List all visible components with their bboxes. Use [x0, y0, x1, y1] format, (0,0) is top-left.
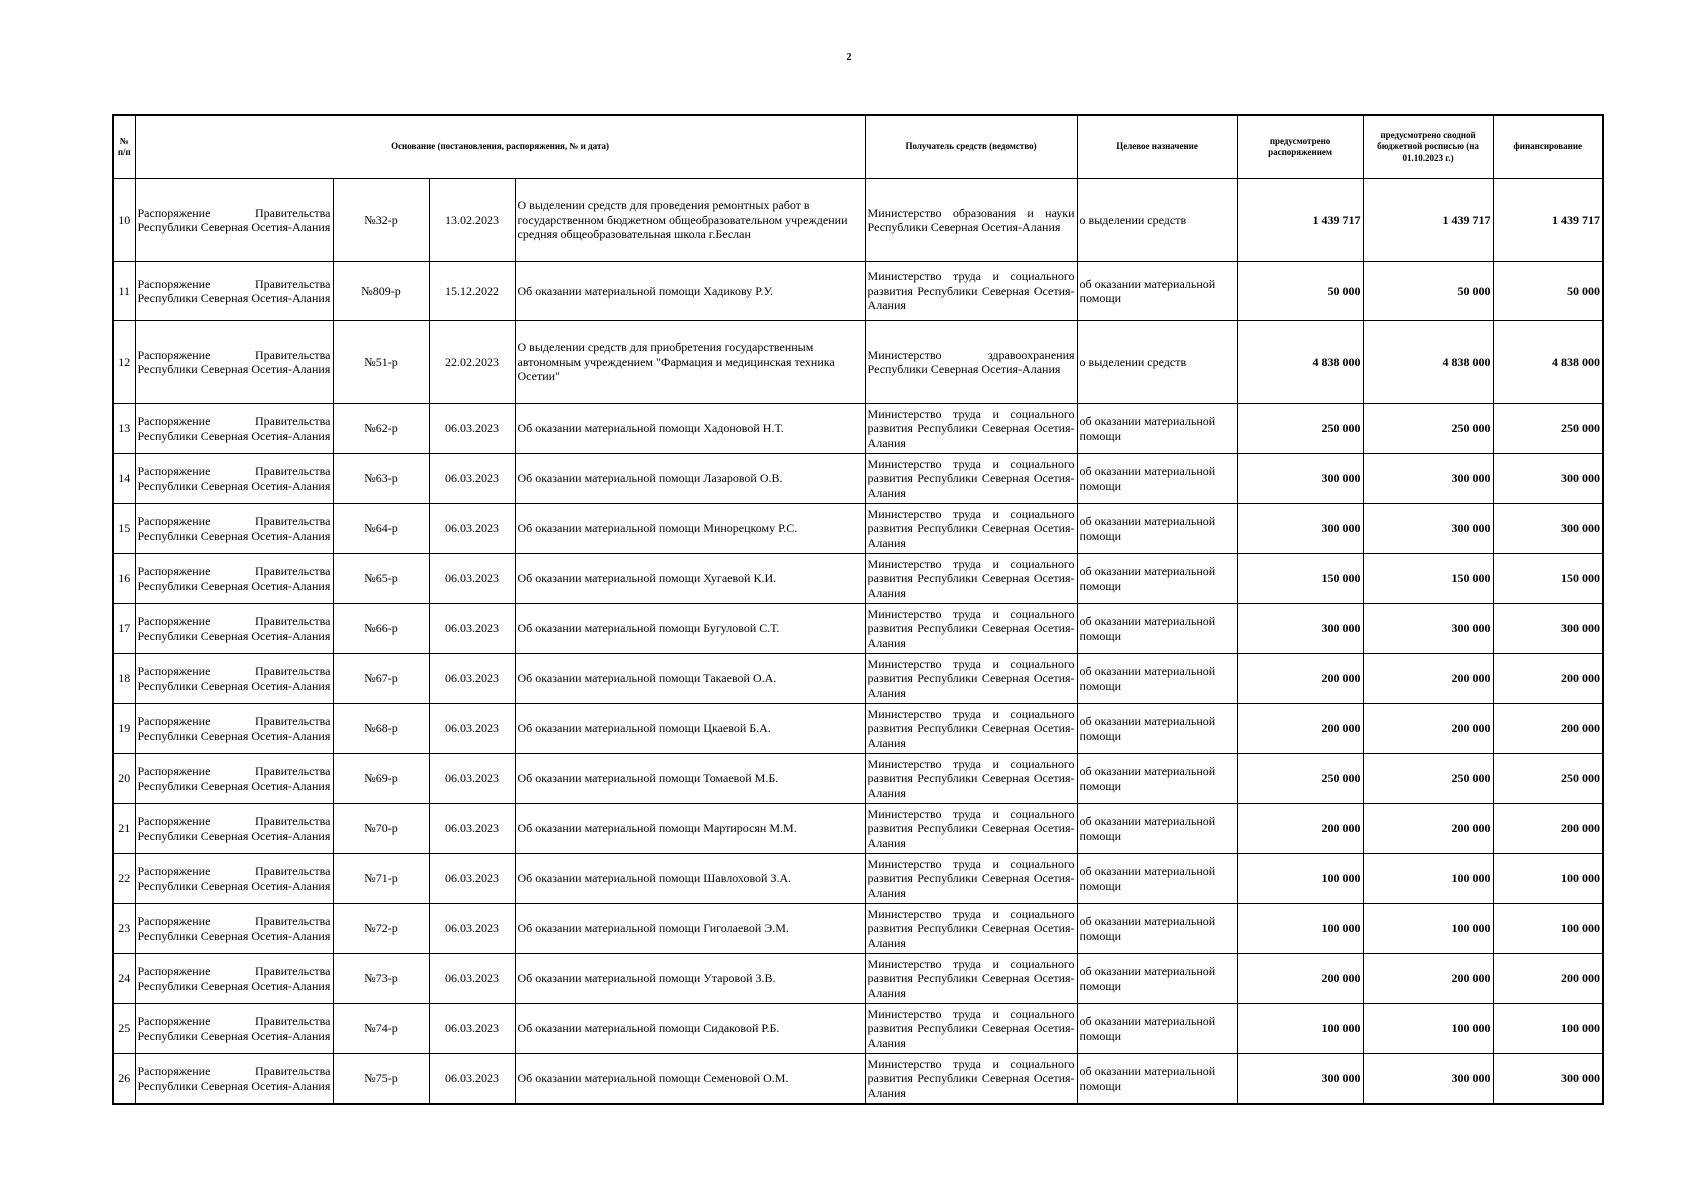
row-number: 18 — [113, 654, 135, 704]
row-budget-amount: 200 000 — [1363, 704, 1493, 754]
row-planned-amount: 200 000 — [1237, 654, 1363, 704]
row-subject: Об оказании материальной помощи Мартиросян М.М. — [515, 804, 865, 854]
table-row — [113, 504, 1603, 554]
row-recipient: Министерство труда и социального развития Республики Северная Осетия-Алания — [865, 854, 1077, 904]
row-subject: Об оказании материальной помощи Сидаковой Р.Б. — [515, 1004, 865, 1054]
row-date: 06.03.2023 — [429, 604, 515, 654]
row-basis: Распоряжение Правительства Республики Северная Осетия-Алания — [135, 904, 333, 954]
row-subject: Об оказании материальной помощи Хадоновой Н.Т. — [515, 404, 865, 454]
row-financing-amount: 250 000 — [1493, 754, 1603, 804]
table-row — [113, 604, 1603, 654]
row-budget-amount: 250 000 — [1363, 404, 1493, 454]
row-budget-amount: 250 000 — [1363, 754, 1493, 804]
row-date: 06.03.2023 — [429, 1054, 515, 1105]
row-purpose: об оказании материальной помощи — [1077, 454, 1237, 504]
row-doc-number: №72-р — [333, 904, 429, 954]
row-recipient: Министерство труда и социального развития Республики Северная Осетия-Алания — [865, 704, 1077, 754]
row-doc-number: №73-р — [333, 954, 429, 1004]
row-subject: Об оказании материальной помощи Шавлоховой З.А. — [515, 854, 865, 904]
row-doc-number: №75-р — [333, 1054, 429, 1105]
row-purpose: об оказании материальной помощи — [1077, 904, 1237, 954]
row-date: 06.03.2023 — [429, 954, 515, 1004]
row-planned-amount: 200 000 — [1237, 704, 1363, 754]
row-purpose: об оказании материальной помощи — [1077, 754, 1237, 804]
row-budget-amount: 300 000 — [1363, 1054, 1493, 1105]
row-budget-amount: 200 000 — [1363, 654, 1493, 704]
row-planned-amount: 200 000 — [1237, 804, 1363, 854]
allocation-table — [112, 114, 1604, 1105]
row-date: 06.03.2023 — [429, 804, 515, 854]
row-doc-number: №67-р — [333, 654, 429, 704]
row-financing-amount: 4 838 000 — [1493, 321, 1603, 404]
row-recipient: Министерство труда и социального развития Республики Северная Осетия-Алания — [865, 654, 1077, 704]
row-number: 11 — [113, 262, 135, 321]
row-financing-amount: 200 000 — [1493, 954, 1603, 1004]
row-recipient: Министерство труда и социального развития Республики Северная Осетия-Алания — [865, 404, 1077, 454]
header-num: № п/п — [113, 115, 135, 179]
row-purpose: об оказании материальной помощи — [1077, 804, 1237, 854]
table-row — [113, 854, 1603, 904]
row-date: 06.03.2023 — [429, 404, 515, 454]
row-planned-amount: 150 000 — [1237, 554, 1363, 604]
row-planned-amount: 300 000 — [1237, 504, 1363, 554]
row-basis: Распоряжение Правительства Республики Северная Осетия-Алания — [135, 179, 333, 262]
row-doc-number: №68-р — [333, 704, 429, 754]
row-recipient: Министерство труда и социального развития Республики Северная Осетия-Алания — [865, 262, 1077, 321]
row-subject: Об оказании материальной помощи Такаевой О.А. — [515, 654, 865, 704]
table-row — [113, 954, 1603, 1004]
page-number: 2 — [846, 52, 852, 63]
row-basis: Распоряжение Правительства Республики Северная Осетия-Алания — [135, 404, 333, 454]
row-date: 06.03.2023 — [429, 704, 515, 754]
row-basis: Распоряжение Правительства Республики Северная Осетия-Алания — [135, 804, 333, 854]
row-number: 10 — [113, 179, 135, 262]
row-financing-amount: 300 000 — [1493, 604, 1603, 654]
row-recipient: Министерство труда и социального развития Республики Северная Осетия-Алания — [865, 504, 1077, 554]
row-date: 22.02.2023 — [429, 321, 515, 404]
row-subject: Об оказании материальной помощи Утаровой З.В. — [515, 954, 865, 1004]
row-number: 15 — [113, 504, 135, 554]
table-row — [113, 654, 1603, 704]
table-row — [113, 179, 1603, 262]
table-row — [113, 704, 1603, 754]
row-date: 15.12.2022 — [429, 262, 515, 321]
row-financing-amount: 1 439 717 — [1493, 179, 1603, 262]
row-doc-number: №32-р — [333, 179, 429, 262]
row-planned-amount: 100 000 — [1237, 1004, 1363, 1054]
row-date: 06.03.2023 — [429, 904, 515, 954]
row-financing-amount: 100 000 — [1493, 904, 1603, 954]
row-doc-number: №69-р — [333, 754, 429, 804]
row-number: 17 — [113, 604, 135, 654]
header-budget: предусмотрено сводной бюджетной росписью (на 01.10.2023 г.) — [1363, 115, 1493, 179]
row-recipient: Министерство труда и социального развития Республики Северная Осетия-Алания — [865, 804, 1077, 854]
row-budget-amount: 100 000 — [1363, 904, 1493, 954]
row-date: 06.03.2023 — [429, 504, 515, 554]
row-financing-amount: 300 000 — [1493, 454, 1603, 504]
row-budget-amount: 50 000 — [1363, 262, 1493, 321]
row-financing-amount: 300 000 — [1493, 1054, 1603, 1105]
row-planned-amount: 100 000 — [1237, 904, 1363, 954]
row-budget-amount: 100 000 — [1363, 1004, 1493, 1054]
row-planned-amount: 250 000 — [1237, 404, 1363, 454]
row-number: 24 — [113, 954, 135, 1004]
row-planned-amount: 1 439 717 — [1237, 179, 1363, 262]
table-row — [113, 904, 1603, 954]
row-budget-amount: 200 000 — [1363, 954, 1493, 1004]
row-purpose: об оказании материальной помощи — [1077, 1004, 1237, 1054]
row-number: 14 — [113, 454, 135, 504]
row-date: 06.03.2023 — [429, 1004, 515, 1054]
row-recipient: Министерство труда и социального развития Республики Северная Осетия-Алания — [865, 1004, 1077, 1054]
row-budget-amount: 4 838 000 — [1363, 321, 1493, 404]
table-row — [113, 321, 1603, 404]
row-purpose: об оказании материальной помощи — [1077, 1054, 1237, 1105]
row-subject: Об оказании материальной помощи Семеновой О.М. — [515, 1054, 865, 1105]
row-number: 20 — [113, 754, 135, 804]
row-recipient: Министерство труда и социального развития Республики Северная Осетия-Алания — [865, 1054, 1077, 1105]
table-row — [113, 1054, 1603, 1105]
row-number: 23 — [113, 904, 135, 954]
row-purpose: об оказании материальной помощи — [1077, 604, 1237, 654]
row-subject: Об оказании материальной помощи Бугуловой С.Т. — [515, 604, 865, 654]
row-planned-amount: 300 000 — [1237, 1054, 1363, 1105]
row-budget-amount: 150 000 — [1363, 554, 1493, 604]
row-doc-number: №65-р — [333, 554, 429, 604]
row-basis: Распоряжение Правительства Республики Северная Осетия-Алания — [135, 654, 333, 704]
row-basis: Распоряжение Правительства Республики Северная Осетия-Алания — [135, 454, 333, 504]
row-planned-amount: 50 000 — [1237, 262, 1363, 321]
row-subject: Об оказании материальной помощи Хадикову Р.У. — [515, 262, 865, 321]
row-purpose: об оказании материальной помощи — [1077, 504, 1237, 554]
row-recipient: Министерство здравоохранения Республики Северная Осетия-Алания — [865, 321, 1077, 404]
table-row — [113, 404, 1603, 454]
row-purpose: об оказании материальной помощи — [1077, 404, 1237, 454]
row-financing-amount: 200 000 — [1493, 654, 1603, 704]
table-row — [113, 754, 1603, 804]
row-planned-amount: 200 000 — [1237, 954, 1363, 1004]
row-basis: Распоряжение Правительства Республики Северная Осетия-Алания — [135, 704, 333, 754]
row-doc-number: №63-р — [333, 454, 429, 504]
row-recipient: Министерство труда и социального развития Республики Северная Осетия-Алания — [865, 604, 1077, 654]
row-number: 16 — [113, 554, 135, 604]
header-row — [113, 115, 1603, 179]
row-doc-number: №66-р — [333, 604, 429, 654]
header-planned: предусмотрено распоряжением — [1237, 115, 1363, 179]
table-row — [113, 554, 1603, 604]
row-recipient: Министерство труда и социального развития Республики Северная Осетия-Алания — [865, 904, 1077, 954]
row-number: 25 — [113, 1004, 135, 1054]
table-row — [113, 262, 1603, 321]
row-budget-amount: 200 000 — [1363, 804, 1493, 854]
table-row — [113, 454, 1603, 504]
row-basis: Распоряжение Правительства Республики Северная Осетия-Алания — [135, 554, 333, 604]
row-purpose: о выделении средств — [1077, 179, 1237, 262]
row-date: 06.03.2023 — [429, 454, 515, 504]
row-date: 06.03.2023 — [429, 754, 515, 804]
row-recipient: Министерство образования и науки Республики Северная Осетия-Алания — [865, 179, 1077, 262]
row-purpose: об оказании материальной помощи — [1077, 554, 1237, 604]
row-number: 26 — [113, 1054, 135, 1105]
row-financing-amount: 50 000 — [1493, 262, 1603, 321]
row-number: 19 — [113, 704, 135, 754]
header-purpose: Целевое назначение — [1077, 115, 1237, 179]
row-date: 06.03.2023 — [429, 654, 515, 704]
row-planned-amount: 4 838 000 — [1237, 321, 1363, 404]
row-doc-number: №809-р — [333, 262, 429, 321]
row-doc-number: №62-р — [333, 404, 429, 454]
row-planned-amount: 300 000 — [1237, 604, 1363, 654]
row-basis: Распоряжение Правительства Республики Северная Осетия-Алания — [135, 321, 333, 404]
row-financing-amount: 200 000 — [1493, 804, 1603, 854]
row-basis: Распоряжение Правительства Республики Северная Осетия-Алания — [135, 262, 333, 321]
row-date: 06.03.2023 — [429, 554, 515, 604]
header-recipient: Получатель средств (ведомство) — [865, 115, 1077, 179]
row-financing-amount: 300 000 — [1493, 504, 1603, 554]
row-planned-amount: 250 000 — [1237, 754, 1363, 804]
row-financing-amount: 100 000 — [1493, 1004, 1603, 1054]
row-budget-amount: 300 000 — [1363, 604, 1493, 654]
row-doc-number: №64-р — [333, 504, 429, 554]
row-purpose: о выделении средств — [1077, 321, 1237, 404]
row-basis: Распоряжение Правительства Республики Северная Осетия-Алания — [135, 1004, 333, 1054]
row-financing-amount: 150 000 — [1493, 554, 1603, 604]
row-recipient: Министерство труда и социального развития Республики Северная Осетия-Алания — [865, 454, 1077, 504]
row-doc-number: №70-р — [333, 804, 429, 854]
row-subject: Об оказании материальной помощи Лазаровой О.В. — [515, 454, 865, 504]
row-doc-number: №71-р — [333, 854, 429, 904]
header-basis: Основание (постановления, распоряжения, № и дата) — [135, 115, 865, 179]
row-number: 22 — [113, 854, 135, 904]
row-financing-amount: 100 000 — [1493, 854, 1603, 904]
header-financing: финансирование — [1493, 115, 1603, 179]
row-budget-amount: 300 000 — [1363, 454, 1493, 504]
row-recipient: Министерство труда и социального развития Республики Северная Осетия-Алания — [865, 954, 1077, 1004]
table-row — [113, 1004, 1603, 1054]
row-date: 13.02.2023 — [429, 179, 515, 262]
row-basis: Распоряжение Правительства Республики Северная Осетия-Алания — [135, 504, 333, 554]
row-subject: Об оказании материальной помощи Минорецкому Р.С. — [515, 504, 865, 554]
row-basis: Распоряжение Правительства Республики Северная Осетия-Алания — [135, 754, 333, 804]
row-recipient: Министерство труда и социального развития Республики Северная Осетия-Алания — [865, 554, 1077, 604]
row-purpose: об оказании материальной помощи — [1077, 654, 1237, 704]
row-subject: О выделении средств для приобретения государственным автономным учреждением "Фармация и медицинская техника Осетии" — [515, 321, 865, 404]
row-purpose: об оказании материальной помощи — [1077, 854, 1237, 904]
row-planned-amount: 100 000 — [1237, 854, 1363, 904]
row-subject: Об оказании материальной помощи Томаевой М.Б. — [515, 754, 865, 804]
row-doc-number: №74-р — [333, 1004, 429, 1054]
row-purpose: об оказании материальной помощи — [1077, 704, 1237, 754]
table-body — [113, 179, 1603, 1105]
row-date: 06.03.2023 — [429, 854, 515, 904]
row-planned-amount: 300 000 — [1237, 454, 1363, 504]
row-budget-amount: 300 000 — [1363, 504, 1493, 554]
row-basis: Распоряжение Правительства Республики Северная Осетия-Алания — [135, 854, 333, 904]
row-basis: Распоряжение Правительства Республики Северная Осетия-Алания — [135, 954, 333, 1004]
row-budget-amount: 1 439 717 — [1363, 179, 1493, 262]
row-financing-amount: 200 000 — [1493, 704, 1603, 754]
row-number: 13 — [113, 404, 135, 454]
row-basis: Распоряжение Правительства Республики Северная Осетия-Алания — [135, 604, 333, 654]
row-subject: О выделении средств для проведения ремонтных работ в государственном бюджетном общеобразовательном учреждении средняя общеобразовательная школа г.Беслан — [515, 179, 865, 262]
row-basis: Распоряжение Правительства Республики Северная Осетия-Алания — [135, 1054, 333, 1105]
row-subject: Об оказании материальной помощи Цкаевой Б.А. — [515, 704, 865, 754]
row-purpose: об оказании материальной помощи — [1077, 262, 1237, 321]
row-number: 12 — [113, 321, 135, 404]
row-financing-amount: 250 000 — [1493, 404, 1603, 454]
row-subject: Об оказании материальной помощи Хугаевой К.И. — [515, 554, 865, 604]
row-subject: Об оказании материальной помощи Гиголаевой Э.М. — [515, 904, 865, 954]
row-recipient: Министерство труда и социального развития Республики Северная Осетия-Алания — [865, 754, 1077, 804]
row-doc-number: №51-р — [333, 321, 429, 404]
row-purpose: об оказании материальной помощи — [1077, 954, 1237, 1004]
row-budget-amount: 100 000 — [1363, 854, 1493, 904]
table-row — [113, 804, 1603, 854]
row-number: 21 — [113, 804, 135, 854]
